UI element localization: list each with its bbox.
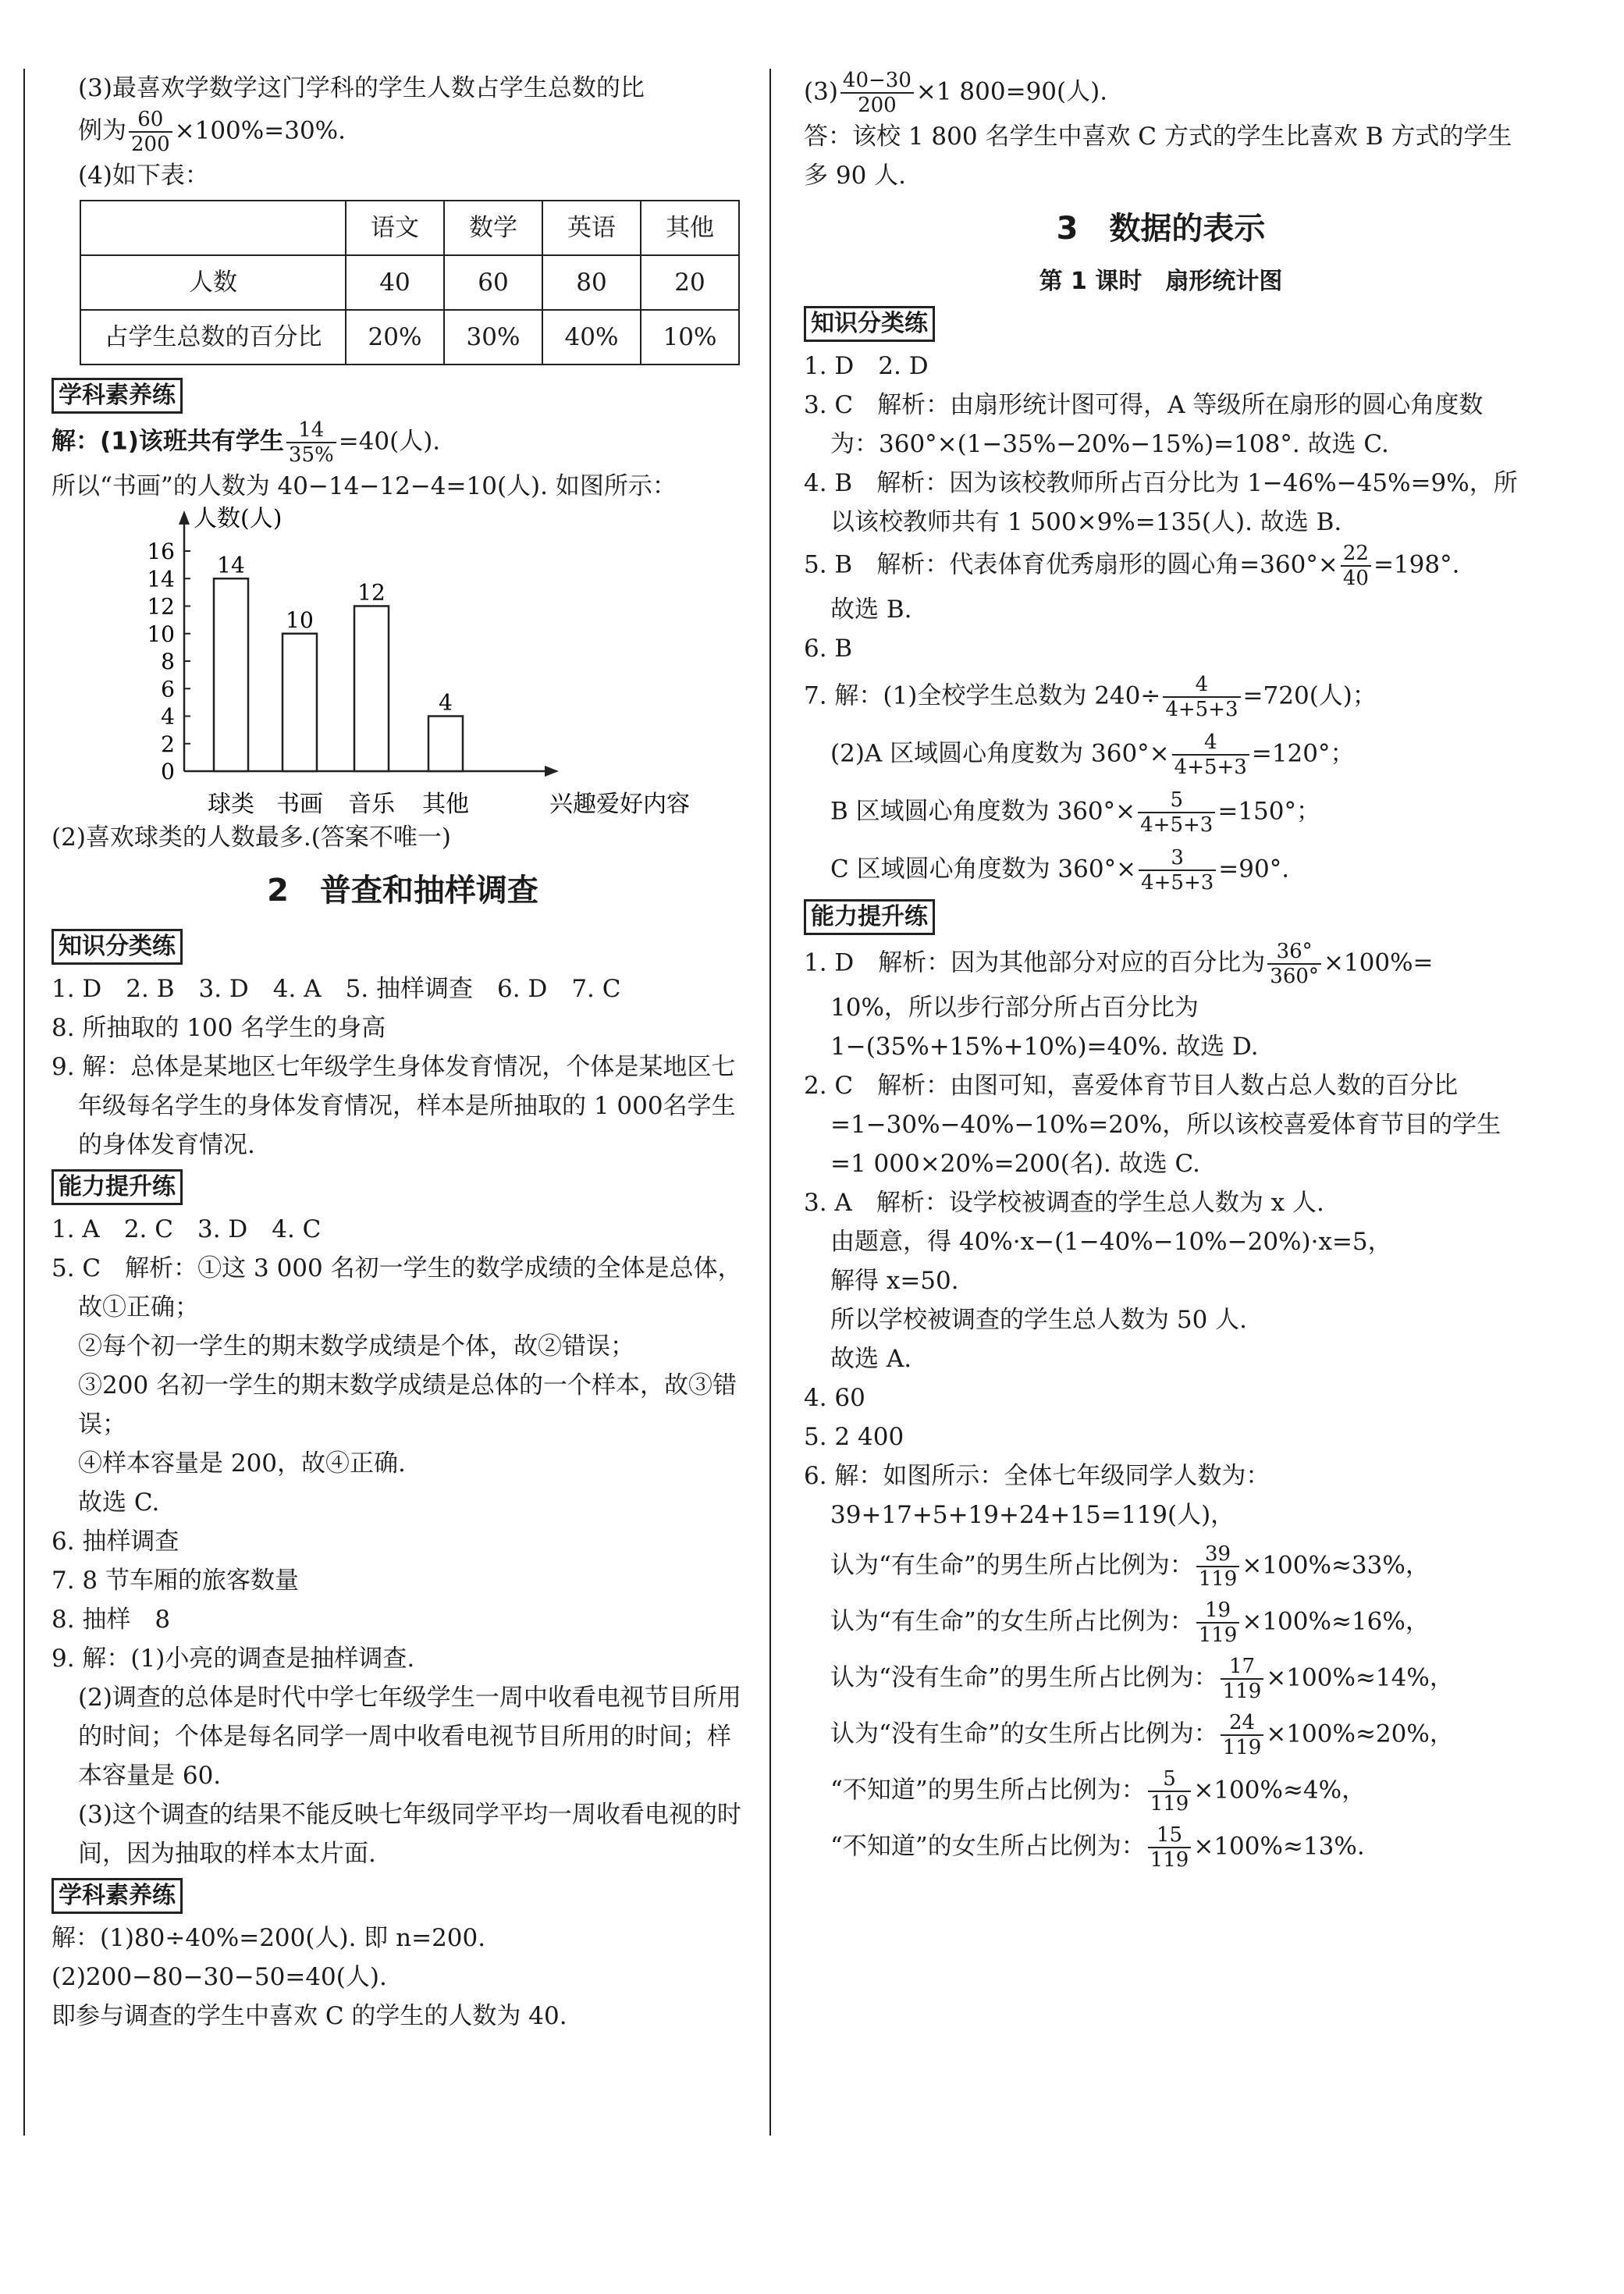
b6: 6. 解：如图所示：全体七年级同学人数为：39+17+5+19+24+15=119(人)， (804, 1462, 1270, 1529)
right-column (804, 69, 1518, 1872)
x2: (2)200−80−30−50=40(人). (52, 1963, 387, 1991)
n5c: ③200 名初一学生的期末数学成绩是总体的一个样本，故③错误； (78, 1371, 737, 1439)
n6: 6. 抽样调查 (52, 1528, 179, 1556)
n9b: (2)调查的总体是时代中学七年级学生一周中收看电视节目所用的时间；个体是每名同学一周中收看电视节目所用的时间；样本容量是 60. (78, 1684, 741, 1790)
r2: 答：该校 1 800 名学生中喜欢 C 方式的学生比喜欢 B 方式的学生多 90 人. (804, 123, 1512, 190)
bar-chart-svg (52, 506, 738, 818)
section-tag: 学科素养练 (52, 1878, 183, 1914)
bar (428, 717, 463, 772)
y-tick-label: 10 (147, 621, 175, 647)
x-tick-label: 球类 (208, 791, 254, 818)
subject-table (80, 200, 740, 365)
section-2-title: 2 普查和抽样调查 (267, 873, 538, 909)
column-divider (769, 69, 771, 2136)
y-tick-label: 16 (147, 539, 175, 564)
s1-answer2: (2)喜欢球类的人数最多.(答案不唯一) (52, 823, 451, 852)
k1: 1. D 2. B 3. D 4. A 5. 抽样调查 6. D 7. C (52, 975, 621, 1003)
b3a: 3. A 解析：设学校被调查的学生总人数为 x 人. (804, 1189, 1324, 1217)
bar-value-label: 12 (357, 579, 386, 606)
n9a: 9. 解：(1)小亮的调查是抽样调查. (52, 1645, 415, 1673)
lesson-subtitle: 第 1 课时 扇形统计图 (1039, 268, 1283, 295)
b3c: 解得 x=50. (830, 1267, 959, 1295)
section-tag: 能力提升练 (52, 1169, 183, 1205)
b6-list (804, 1542, 1518, 1872)
list-item: 认为“有生命”的男生所占比例为： $\frac{39}{119}$ ×100%≈33%， (830, 1542, 1430, 1591)
list-item: 认为“没有生命”的男生所占比例为： $\frac{17}{119}$ ×100%≈14%， (830, 1655, 1454, 1703)
k8: 8. 所抽取的 100 名学生的身高 (52, 1014, 386, 1042)
y-axis-arrow (179, 510, 190, 525)
q4-text: (4)如下表： (78, 162, 209, 190)
a7d: C 区域圆心角度数为 360°× $\frac{3}{4+5+3}$ =90°. (830, 846, 1290, 894)
table-row: 占学生总数的百分比 20% 30% 40% 10% (80, 310, 739, 365)
bar-chart (52, 506, 738, 818)
x-axis-arrow (545, 766, 559, 777)
bar (283, 634, 317, 771)
b3b: 由题意，得 40%·x−(1−40%−10%−20%)·x=5， (830, 1228, 1392, 1256)
b3e: 故选 A. (830, 1345, 912, 1373)
n5e: 故选 C. (78, 1488, 160, 1517)
n1: 1. A 2. C 3. D 4. C (52, 1215, 322, 1243)
section-tag: 学科素养练 (52, 378, 183, 414)
y-tick-label: 8 (161, 649, 175, 674)
list-item: “不知道”的男生所占比例为： $\frac{5}{119}$ ×100%≈4%， (830, 1767, 1366, 1816)
n8: 8. 抽样 8 (52, 1606, 171, 1634)
a7: 7. 解：(1)全校学生总数为 240÷ $\frac{4}{4+5+3}$ =720(人)； (804, 673, 1377, 721)
b5: 5. 2 400 (804, 1423, 904, 1451)
b3d: 所以学校被调查的学生总人数为 50 人. (830, 1306, 1248, 1334)
left-margin-rule (23, 69, 25, 2136)
q3-text: (3)最喜欢学数学这门学科的学生人数占学生总数的比 (78, 74, 645, 102)
b1: 1. D 解析：因为其他部分对应的百分比为 $\frac{36^\circ}{360^\circ}$ ×100%= (804, 940, 1434, 988)
y-tick-label: 0 (161, 759, 175, 784)
bar (214, 578, 248, 771)
bar-value-label: 14 (217, 552, 245, 578)
fraction: $\frac{60}{200}$ (129, 108, 172, 156)
n5a: 5. C 解析：①这 3 000 名初一学生的数学成绩的全体是总体，故①正确； (52, 1254, 742, 1321)
section-tag: 知识分类练 (52, 929, 183, 965)
n5b: ②每个初一学生的期末数学成绩是个体，故②错误； (78, 1332, 634, 1360)
q3-ratio: 例为 $\frac{60}{200}$ ×100%=30%. (78, 108, 346, 156)
s1-line1: 解：(1)该班共有学生 $\frac{14}{35\%}$ =40(人). (52, 418, 441, 467)
left-column (52, 69, 754, 2036)
bar-value-label: 4 (439, 689, 453, 716)
n7: 7. 8 节车厢的旅客数量 (52, 1567, 300, 1595)
y-tick-label: 6 (161, 676, 175, 702)
table-header-row: 语文 数学 英语 其他 (80, 201, 739, 255)
a7c: B 区域圆心角度数为 360°× $\frac{5}{4+5+3}$ =150°； (830, 788, 1320, 837)
b2: 2. C 解析：由图可知，喜爱体育节目人数占总人数的百分比=1−30%−40%−10%=20%，所以该校喜爱体育节目的学生=1 000×20%=200(名). 故选 C. (804, 1072, 1501, 1178)
a1: 1. D 2. D (804, 352, 929, 380)
a7b: (2)A 区域圆心角度数为 360°× $\frac{4}{4+5+3}$ =120°； (830, 731, 1355, 779)
x-tick-label: 音乐 (348, 791, 395, 818)
x-tick-label: 书画 (276, 791, 323, 818)
x3: 即参与调查的学生中喜欢 C 的学生的人数为 40. (52, 2002, 567, 2030)
a5: 5. B 解析：代表体育优秀扇形的圆心角=360°× $\frac{22}{40}$ =198°. (804, 542, 1460, 590)
x-axis-label: 兴趣爱好内容 (549, 791, 690, 818)
section-tag: 知识分类练 (804, 306, 935, 342)
n5d: ④样本容量是 200，故④正确. (78, 1449, 406, 1478)
bar (354, 606, 389, 772)
k9: 9. 解：总体是某地区七年级学生身体发育情况，个体是某地区七年级每名学生的身体发育情况，样本是所抽取的 1 000名学生的身体发育情况. (52, 1053, 736, 1159)
section-3-title: 3 数据的表示 (1056, 211, 1266, 247)
b4: 4. 60 (804, 1384, 865, 1412)
x-tick-label: 其他 (422, 791, 469, 818)
y-tick-label: 4 (161, 703, 175, 730)
list-item: “不知道”的女生所占比例为： $\frac{15}{119}$ ×100%≈13%. (830, 1823, 1365, 1872)
s1-line2: 所以“书画”的人数为 40−14−12−4=10(人). 如图所示： (52, 472, 677, 500)
y-tick-label: 14 (147, 566, 175, 592)
bar-value-label: 10 (286, 606, 314, 633)
list-item: 认为“有生命”的女生所占比例为： $\frac{19}{119}$ ×100%≈16%， (830, 1599, 1430, 1647)
r1: (3) $\frac{40-30}{200}$ ×1 800=90(人). (804, 69, 1108, 117)
x1: 解：(1)80÷40%=200(人). 即 n=200. (52, 1924, 486, 1952)
a5-end: 故选 B. (830, 596, 912, 624)
n9c: (3)这个调查的结果不能反映七年级同学平均一周收看电视的时间，因为抽取的样本太片面. (78, 1801, 741, 1868)
y-tick-label: 2 (161, 731, 175, 757)
y-tick-label: 12 (147, 593, 175, 620)
a4: 4. B 解析：因为该校教师所占百分比为 1−46%−45%=9%，所以该校教师共有 1 500×9%=135(人). 故选 B. (804, 469, 1518, 536)
a6: 6. B (804, 635, 853, 663)
a3: 3. C 解析：由扇形统计图可得，A 等级所在扇形的圆心角度数为：360°×(1−35%−20%−15%)=108°. 故选 C. (804, 391, 1484, 458)
table-row: 人数 40 60 80 20 (80, 255, 739, 310)
section-tag: 能力提升练 (804, 899, 935, 935)
y-axis-label: 人数(人) (194, 506, 283, 532)
list-item: 认为“没有生命”的女生所占比例为： $\frac{24}{119}$ ×100%≈20%， (830, 1711, 1454, 1759)
b1-line2: 10%，所以步行部分所占百分比为 1−(35%+15%+10%)=40%. 故选 D. (830, 994, 1259, 1061)
